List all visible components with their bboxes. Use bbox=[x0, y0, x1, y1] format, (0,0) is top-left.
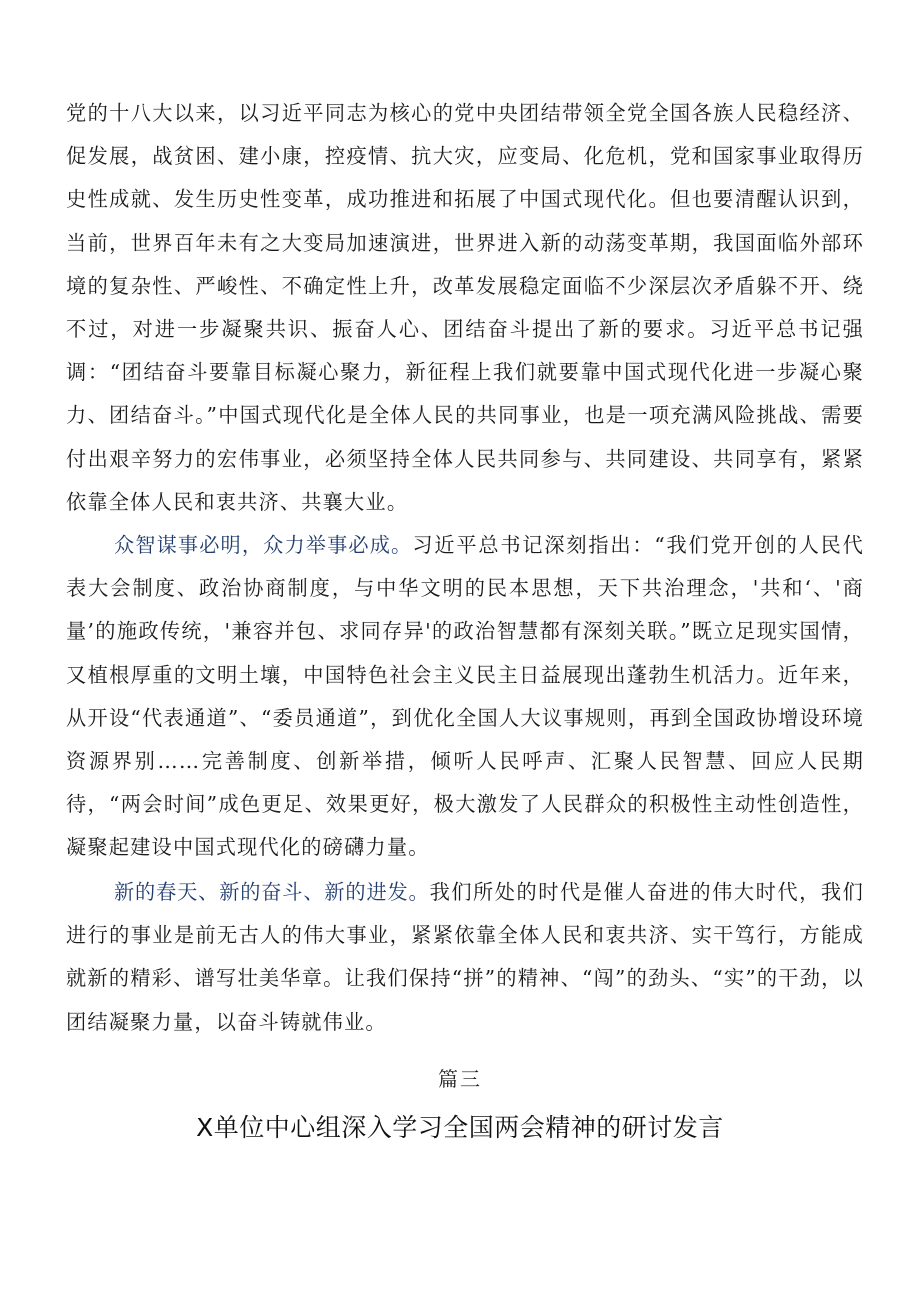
paragraph-1-text: 党的十八大以来，以习近平同志为核心的党中央团结带领全党全国各族人民稳经济、促发展，战贫困、建小康，控疫情、抗大灾，应变局、化危机，党和国家事业取得历史性成就、发生历史性变革，成功推进和拓展了中国式现代化。但也要清醒认识到，当前，世界百年未有之大变局加速演进，世界进入新的动荡变革期，我国面临外部环境的复杂性、严峻性、不确定性上升，改革发展稳定面临不少深层次矛盾躲不开、绕不过，对进一步凝聚共识、振奋人心、团结奋斗提出了新的要求。习近平总书记强调：“团结奋斗要靠目标凝心聚力，新征程上我们就要靠中国式现代化进一步凝心聚力、团结奋斗。”中国式现代化是全体人民的共同事业，也是一项充满风险挑战、需要付出艰辛努力的宏伟事业，必须坚持全体人民共同参与、共同建设、共同享有，紧紧依靠全体人民和衷共济、共襄大业。 bbox=[66, 101, 864, 514]
paragraph-2-lead: 众智谋事必明，众力举事必成。 bbox=[114, 533, 413, 557]
paragraph-2-text: 习近平总书记深刻指出：“我们党开创的人民代表大会制度、政治协商制度，与中华文明的民本思想，天下共治理念，'共和‘、'商量’的施政传统，'兼容并包、求同存异'的政治智慧都有深刻关联。”既立足现实国情，又植根厚重的文明土壤，中国特色社会主义民主日益展现出蓬勃生机活力。近年来，从开设“代表通道”、“委员通道”，到优化全国人大议事规则，再到全国政协增设环境资源界别……完善制度、创新举措，倾听人民呼声、汇聚人民智慧、回应人民期待，“两会时间”成色更足、效果更好，极大激发了人民群众的积极性主动性创造性，凝聚起建设中国式现代化的磅礴力量。 bbox=[66, 533, 864, 860]
document-title: X单位中心组深入学习全国两会精神的研讨发言 bbox=[196, 1113, 724, 1142]
paragraph-1 bbox=[66, 92, 864, 524]
paragraph-3-lead: 新的春天、新的奋斗、新的进发。 bbox=[114, 880, 430, 904]
paragraph-3 bbox=[66, 871, 864, 1044]
paragraph-3-text: 我们所处的时代是催人奋进的伟大时代，我们进行的事业是前无古人的伟大事业，紧紧依靠全体人民和衷共济、实干笃行，方能成就新的精彩、谱写壮美华章。让我们保持“拼”的精神、“闯”的劲头、“实”的干劲，以团结凝聚力量，以奋斗铸就伟业。 bbox=[66, 880, 864, 1034]
section-label: 篇三 bbox=[438, 1067, 482, 1091]
paragraph-2 bbox=[66, 524, 864, 870]
